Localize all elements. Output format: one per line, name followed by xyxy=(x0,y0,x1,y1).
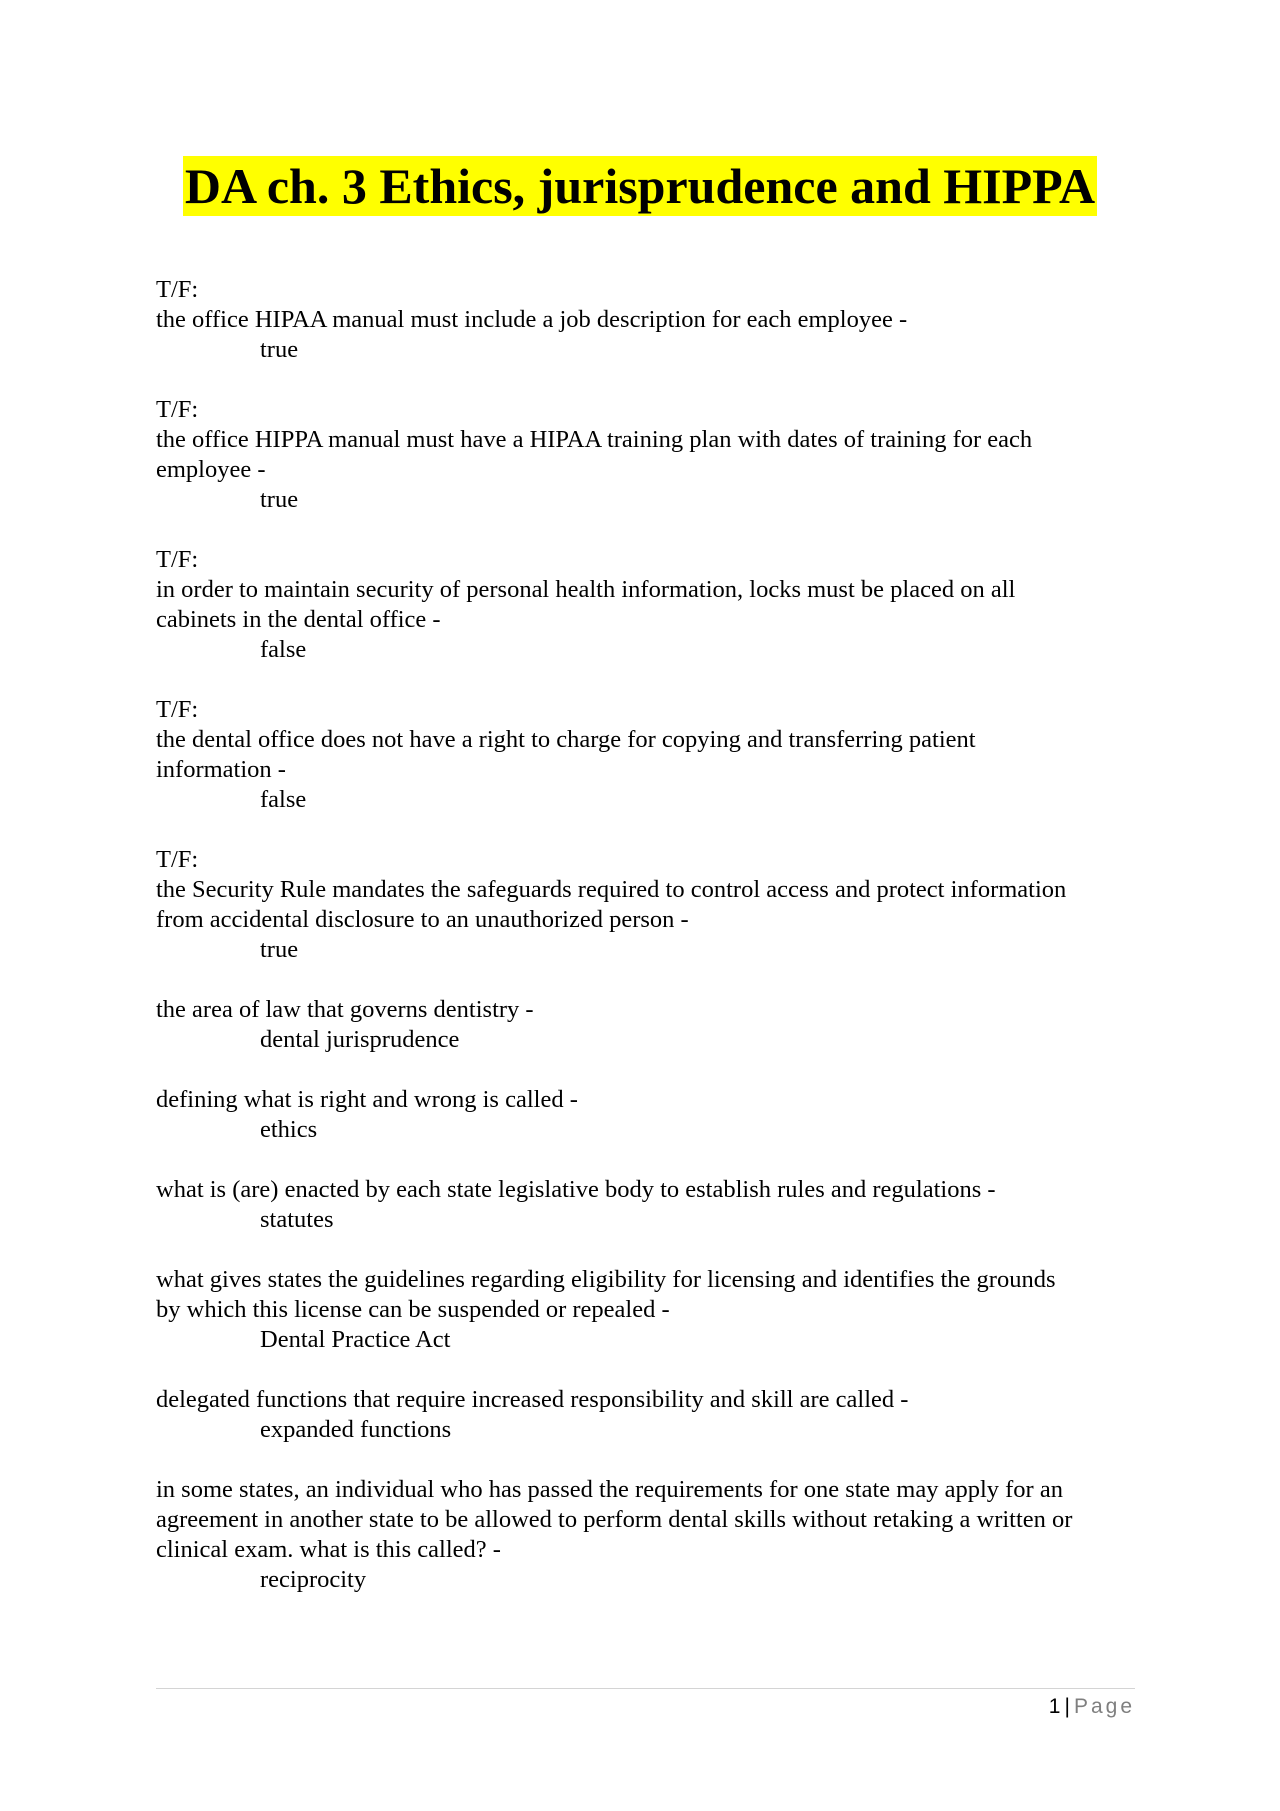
question-line: the office HIPPA manual must have a HIPAA training plan with dates of training for each xyxy=(156,426,1033,453)
qa-item xyxy=(156,1085,1136,1145)
answer: false xyxy=(260,786,307,813)
qa-item xyxy=(156,545,1136,665)
question-line: what gives states the guidelines regarding eligibility for licensing and identifies the grounds xyxy=(156,1266,1056,1293)
page-number: 1 xyxy=(1048,1695,1061,1718)
qa-item xyxy=(156,395,1136,515)
page-label: Page xyxy=(1073,1695,1135,1718)
answer: true xyxy=(260,336,299,363)
question-line: T/F: xyxy=(156,846,199,873)
qa-item xyxy=(156,995,1136,1055)
question-line: T/F: xyxy=(156,546,199,573)
title-wrap xyxy=(0,156,1280,216)
question-line: information - xyxy=(156,756,286,783)
qa-item xyxy=(156,845,1136,965)
qa-item xyxy=(156,1175,1136,1235)
question-line: what is (are) enacted by each state legislative body to establish rules and regulations - xyxy=(156,1176,996,1203)
answer: true xyxy=(260,936,299,963)
question-line: the dental office does not have a right to charge for copying and transferring patient xyxy=(156,726,976,753)
answer: reciprocity xyxy=(260,1566,367,1593)
question-line: employee - xyxy=(156,456,266,483)
question-line: by which this license can be suspended or repealed - xyxy=(156,1296,670,1323)
answer: statutes xyxy=(260,1206,334,1233)
question-line: from accidental disclosure to an unauthorized person - xyxy=(156,906,689,933)
question-line: in some states, an individual who has passed the requirements for one state may apply for an xyxy=(156,1476,1063,1503)
answer: true xyxy=(260,486,299,513)
qa-item xyxy=(156,1475,1136,1595)
answer: false xyxy=(260,636,307,663)
qa-item xyxy=(156,695,1136,815)
question-line: in order to maintain security of personal health information, locks must be placed on all xyxy=(156,576,1016,603)
page-footer xyxy=(1049,1694,1135,1720)
question-line: clinical exam. what is this called? - xyxy=(156,1536,501,1563)
question-line: delegated functions that require increased responsibility and skill are called - xyxy=(156,1386,909,1413)
qa-item xyxy=(156,1265,1136,1355)
qa-item xyxy=(156,1385,1136,1445)
qa-list xyxy=(156,275,1136,1625)
page-title: DA ch. 3 Ethics, jurisprudence and HIPPA xyxy=(184,158,1096,214)
question-line: cabinets in the dental office - xyxy=(156,606,441,633)
question-line: T/F: xyxy=(156,396,199,423)
footer-separator: | xyxy=(1064,1695,1070,1718)
question-line: agreement in another state to be allowed to perform dental skills without retaking a written or xyxy=(156,1506,1073,1533)
answer: Dental Practice Act xyxy=(260,1326,451,1353)
question-line: the Security Rule mandates the safeguards required to control access and protect information xyxy=(156,876,1067,903)
answer: ethics xyxy=(260,1116,318,1143)
qa-item xyxy=(156,275,1136,365)
answer: expanded functions xyxy=(260,1416,452,1443)
question-line: the office HIPAA manual must include a job description for each employee - xyxy=(156,306,908,333)
question-line: defining what is right and wrong is called - xyxy=(156,1086,578,1113)
question-line: T/F: xyxy=(156,276,199,303)
answer: dental jurisprudence xyxy=(260,1026,460,1053)
question-line: T/F: xyxy=(156,696,199,723)
question-line: the area of law that governs dentistry - xyxy=(156,996,534,1023)
footer-divider xyxy=(156,1688,1135,1689)
